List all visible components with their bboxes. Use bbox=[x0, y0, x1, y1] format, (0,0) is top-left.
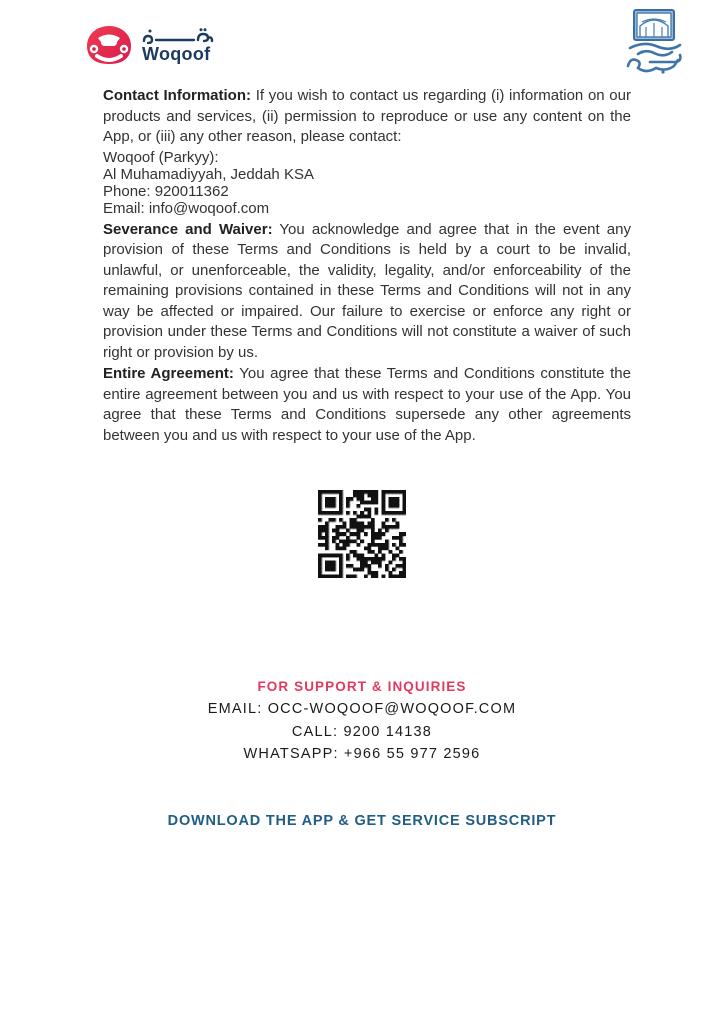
contact-line: Phone: 920011362 bbox=[103, 182, 229, 200]
section-contact-information bbox=[103, 86, 631, 148]
section-text: If you wish to contact us regarding (i) information on our products and services, (ii) permission to reproduce or use any content on the App, or (iii) any other reason, please contact: bbox=[103, 87, 631, 145]
support-call: CALL: 9200 14138 bbox=[291, 723, 433, 740]
download-app-note: DOWNLOAD THE APP & GET SERVICE SUBSCRIPT bbox=[167, 813, 557, 829]
section-severance-waiver bbox=[103, 220, 631, 364]
contact-line: Al Muhamadiyyah, Jeddah KSA bbox=[103, 165, 314, 183]
qr-code-container bbox=[0, 490, 724, 578]
contact-line: Woqoof (Parkyy): bbox=[103, 148, 219, 166]
car-icon bbox=[84, 24, 134, 66]
section-heading: Entire Agreement: bbox=[103, 365, 234, 382]
support-whatsapp: WHATSAPP: +966 55 977 2596 bbox=[243, 746, 481, 762]
section-entire-agreement bbox=[103, 364, 631, 446]
support-email: EMAIL: OCC-WOQOOF@WOQOOF.COM bbox=[207, 701, 517, 717]
page-header bbox=[0, 0, 724, 86]
contact-line: Email: info@woqoof.com bbox=[103, 199, 270, 217]
woqoof-latin-wordmark: Woqoof bbox=[142, 43, 211, 64]
section-heading: Contact Information: bbox=[103, 87, 251, 104]
support-block bbox=[0, 679, 724, 769]
contact-address-block bbox=[103, 149, 631, 217]
support-heading: FOR SUPPORT & INQUIRIES bbox=[257, 679, 467, 694]
woqoof-logo bbox=[84, 24, 214, 66]
woqoof-arabic-wordmark bbox=[142, 28, 214, 44]
section-text: You agree that these Terms and Conditions constitute the entire agreement between you and us with respect to your use of the App. You agree that these Terms and Conditions supersede any other agreements between you and us with respect to your use of the App. bbox=[103, 365, 631, 444]
section-heading: Severance and Waiver: bbox=[103, 220, 273, 238]
section-text: You acknowledge and agree that in the event any provision of these Terms and Conditions is held by a court to be invalid, unlawful, or unenforceable, the validity, legality, and/or enforceability of the remaining provisions contained in these Terms and Conditions will not in any way be affected or impaired. Our failure to exercise or enforce any right or provision under these Terms and Conditions will not constitute a waiver of such right or provision by us. bbox=[103, 220, 631, 361]
app-download-qr-code bbox=[318, 490, 406, 578]
woqoof-wordmark bbox=[142, 28, 214, 63]
terms-body bbox=[103, 86, 631, 447]
mall-albahr-logo bbox=[616, 8, 692, 80]
